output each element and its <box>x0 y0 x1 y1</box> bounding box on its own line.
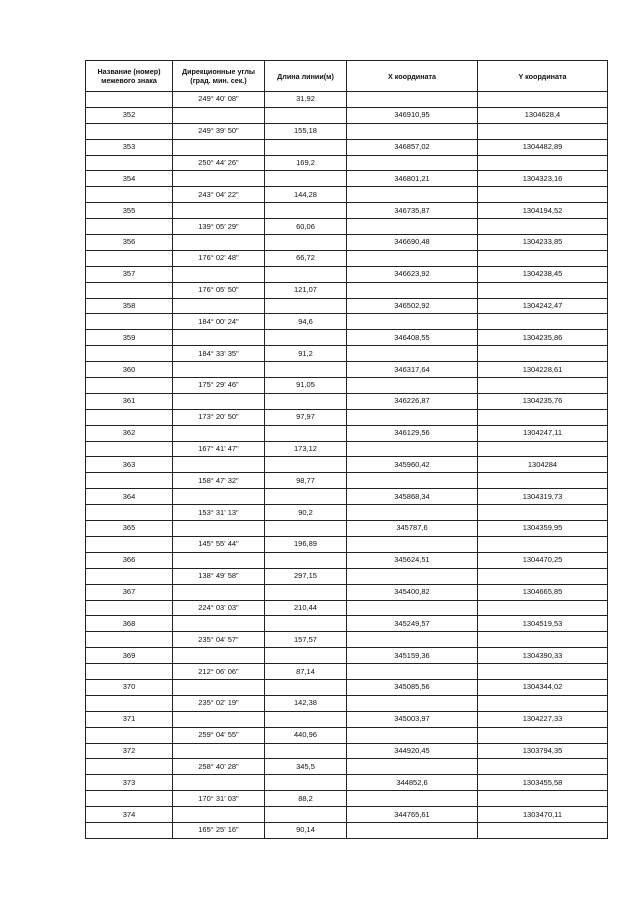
point-name-cell <box>86 600 173 616</box>
table-row-segment <box>86 791 608 807</box>
direction-angle-cell <box>173 679 265 695</box>
direction-angle-cell: 158° 47' 32" <box>173 473 265 489</box>
line-length-cell: 31,92 <box>265 92 347 108</box>
y-coordinate-cell <box>478 568 608 584</box>
direction-angle-cell <box>173 775 265 791</box>
table-row-point <box>86 775 608 791</box>
point-name-cell <box>86 791 173 807</box>
line-length-cell <box>265 235 347 251</box>
table-row-segment <box>86 409 608 425</box>
table-row-point <box>86 807 608 823</box>
line-length-cell <box>265 330 347 346</box>
y-coordinate-cell <box>478 282 608 298</box>
table-row-segment <box>86 600 608 616</box>
direction-angle-cell: 259° 04' 55" <box>173 727 265 743</box>
line-length-cell <box>265 362 347 378</box>
line-length-cell <box>265 679 347 695</box>
point-name-cell <box>86 441 173 457</box>
point-name-cell: 369 <box>86 648 173 664</box>
y-coordinate-cell <box>478 822 608 838</box>
point-name-cell: 368 <box>86 616 173 632</box>
table-row-segment <box>86 727 608 743</box>
direction-angle-cell <box>173 743 265 759</box>
direction-angle-cell: 138° 49' 58" <box>173 568 265 584</box>
table-row-point <box>86 521 608 537</box>
y-coordinate-cell <box>478 664 608 680</box>
point-name-cell: 352 <box>86 107 173 123</box>
x-coordinate-cell: 346408,55 <box>347 330 478 346</box>
y-coordinate-cell: 1304665,85 <box>478 584 608 600</box>
x-coordinate-cell <box>347 822 478 838</box>
y-coordinate-cell: 1304628,4 <box>478 107 608 123</box>
y-coordinate-cell: 1304359,95 <box>478 521 608 537</box>
x-coordinate-cell <box>347 695 478 711</box>
x-coordinate-cell <box>347 536 478 552</box>
x-coordinate-cell <box>347 346 478 362</box>
point-name-cell: 354 <box>86 171 173 187</box>
header-point-name: Название (номер) межевого знака <box>86 61 173 92</box>
line-length-cell: 157,57 <box>265 632 347 648</box>
table-row-point <box>86 457 608 473</box>
point-name-cell: 366 <box>86 552 173 568</box>
x-coordinate-cell: 345960,42 <box>347 457 478 473</box>
table-row-point <box>86 330 608 346</box>
direction-angle-cell <box>173 711 265 727</box>
line-length-cell: 60,06 <box>265 219 347 235</box>
y-coordinate-cell: 1304227,33 <box>478 711 608 727</box>
direction-angle-cell <box>173 330 265 346</box>
line-length-cell <box>265 139 347 155</box>
line-length-cell: 155,18 <box>265 123 347 139</box>
direction-angle-cell <box>173 552 265 568</box>
direction-angle-cell <box>173 584 265 600</box>
direction-angle-cell <box>173 648 265 664</box>
x-coordinate-cell: 346735,87 <box>347 203 478 219</box>
direction-angle-cell <box>173 616 265 632</box>
x-coordinate-cell: 344852,6 <box>347 775 478 791</box>
y-coordinate-cell <box>478 378 608 394</box>
x-coordinate-cell <box>347 92 478 108</box>
line-length-cell: 91,05 <box>265 378 347 394</box>
line-length-cell: 440,96 <box>265 727 347 743</box>
line-length-cell: 142,38 <box>265 695 347 711</box>
point-name-cell: 360 <box>86 362 173 378</box>
x-coordinate-cell <box>347 123 478 139</box>
x-coordinate-cell: 346910,95 <box>347 107 478 123</box>
table-row-segment <box>86 155 608 171</box>
line-length-cell: 169,2 <box>265 155 347 171</box>
x-coordinate-cell: 345624,51 <box>347 552 478 568</box>
y-coordinate-cell <box>478 187 608 203</box>
y-coordinate-cell: 1304242,47 <box>478 298 608 314</box>
y-coordinate-cell <box>478 600 608 616</box>
y-coordinate-cell: 1304344,02 <box>478 679 608 695</box>
direction-angle-cell <box>173 107 265 123</box>
point-name-cell <box>86 568 173 584</box>
line-length-cell <box>265 171 347 187</box>
y-coordinate-cell <box>478 727 608 743</box>
direction-angle-cell: 176° 05' 50" <box>173 282 265 298</box>
table-row-segment <box>86 664 608 680</box>
point-name-cell: 358 <box>86 298 173 314</box>
x-coordinate-cell <box>347 441 478 457</box>
point-name-cell: 363 <box>86 457 173 473</box>
y-coordinate-cell: 1304323,16 <box>478 171 608 187</box>
y-coordinate-cell <box>478 250 608 266</box>
point-name-cell <box>86 664 173 680</box>
point-name-cell <box>86 187 173 203</box>
direction-angle-cell <box>173 393 265 409</box>
x-coordinate-cell <box>347 378 478 394</box>
x-coordinate-cell: 346801,21 <box>347 171 478 187</box>
line-length-cell: 345,5 <box>265 759 347 775</box>
y-coordinate-cell <box>478 123 608 139</box>
y-coordinate-cell <box>478 473 608 489</box>
point-name-cell: 372 <box>86 743 173 759</box>
x-coordinate-cell <box>347 409 478 425</box>
point-name-cell <box>86 822 173 838</box>
table-row-point <box>86 171 608 187</box>
header-y-coordinate: Y координата <box>478 61 608 92</box>
table-row-segment <box>86 822 608 838</box>
point-name-cell: 356 <box>86 235 173 251</box>
direction-angle-cell: 235° 02' 19" <box>173 695 265 711</box>
x-coordinate-cell <box>347 632 478 648</box>
table-row-segment <box>86 314 608 330</box>
x-coordinate-cell: 345249,57 <box>347 616 478 632</box>
direction-angle-cell: 139° 05' 29" <box>173 219 265 235</box>
y-coordinate-cell <box>478 314 608 330</box>
line-length-cell <box>265 711 347 727</box>
y-coordinate-cell <box>478 791 608 807</box>
table-row-point <box>86 266 608 282</box>
y-coordinate-cell <box>478 536 608 552</box>
table-row-point <box>86 139 608 155</box>
table-row-segment <box>86 505 608 521</box>
y-coordinate-cell <box>478 346 608 362</box>
point-name-cell: 365 <box>86 521 173 537</box>
line-length-cell: 121,07 <box>265 282 347 298</box>
line-length-cell <box>265 489 347 505</box>
line-length-cell <box>265 775 347 791</box>
x-coordinate-cell: 345085,56 <box>347 679 478 695</box>
point-name-cell: 359 <box>86 330 173 346</box>
line-length-cell: 196,89 <box>265 536 347 552</box>
y-coordinate-cell: 1304519,53 <box>478 616 608 632</box>
y-coordinate-cell: 1303794,35 <box>478 743 608 759</box>
x-coordinate-cell: 345003,97 <box>347 711 478 727</box>
direction-angle-cell <box>173 203 265 219</box>
direction-angle-cell <box>173 807 265 823</box>
table-row-point <box>86 235 608 251</box>
point-name-cell: 370 <box>86 679 173 695</box>
table-row-segment <box>86 759 608 775</box>
direction-angle-cell: 176° 02' 48" <box>173 250 265 266</box>
line-length-cell <box>265 552 347 568</box>
point-name-cell <box>86 250 173 266</box>
direction-angle-cell: 224° 03' 03" <box>173 600 265 616</box>
x-coordinate-cell: 344920,45 <box>347 743 478 759</box>
x-coordinate-cell: 346690,48 <box>347 235 478 251</box>
point-name-cell <box>86 378 173 394</box>
x-coordinate-cell: 345159,36 <box>347 648 478 664</box>
line-length-cell <box>265 743 347 759</box>
line-length-cell: 97,97 <box>265 409 347 425</box>
direction-angle-cell: 167° 41' 47" <box>173 441 265 457</box>
table-row-point <box>86 298 608 314</box>
table-body <box>86 92 608 839</box>
x-coordinate-cell <box>347 727 478 743</box>
point-name-cell: 367 <box>86 584 173 600</box>
x-coordinate-cell: 346623,92 <box>347 266 478 282</box>
x-coordinate-cell: 345400,82 <box>347 584 478 600</box>
line-length-cell: 90,14 <box>265 822 347 838</box>
direction-angle-cell <box>173 171 265 187</box>
direction-angle-cell: 212° 06' 06" <box>173 664 265 680</box>
line-length-cell: 297,15 <box>265 568 347 584</box>
point-name-cell <box>86 695 173 711</box>
x-coordinate-cell <box>347 568 478 584</box>
point-name-cell <box>86 473 173 489</box>
line-length-cell <box>265 521 347 537</box>
point-name-cell: 355 <box>86 203 173 219</box>
point-name-cell <box>86 219 173 235</box>
line-length-cell: 88,2 <box>265 791 347 807</box>
table-row-segment <box>86 632 608 648</box>
direction-angle-cell: 250° 44' 26" <box>173 155 265 171</box>
y-coordinate-cell: 1304235,86 <box>478 330 608 346</box>
point-name-cell: 371 <box>86 711 173 727</box>
table-row-point <box>86 393 608 409</box>
y-coordinate-cell <box>478 505 608 521</box>
point-name-cell: 357 <box>86 266 173 282</box>
table-row-point <box>86 203 608 219</box>
x-coordinate-cell <box>347 250 478 266</box>
direction-angle-cell <box>173 139 265 155</box>
x-coordinate-cell: 346502,92 <box>347 298 478 314</box>
point-name-cell <box>86 632 173 648</box>
direction-angle-cell: 173° 20' 50" <box>173 409 265 425</box>
y-coordinate-cell <box>478 409 608 425</box>
point-name-cell <box>86 155 173 171</box>
line-length-cell <box>265 584 347 600</box>
line-length-cell: 173,12 <box>265 441 347 457</box>
point-name-cell: 353 <box>86 139 173 155</box>
direction-angle-cell: 258° 40' 28" <box>173 759 265 775</box>
y-coordinate-cell: 1304228,61 <box>478 362 608 378</box>
table-row-point <box>86 552 608 568</box>
y-coordinate-cell: 1304238,45 <box>478 266 608 282</box>
direction-angle-cell: 170° 31' 03" <box>173 791 265 807</box>
point-name-cell <box>86 505 173 521</box>
y-coordinate-cell <box>478 759 608 775</box>
table-row-segment <box>86 250 608 266</box>
table-row-segment <box>86 92 608 108</box>
line-length-cell: 91,2 <box>265 346 347 362</box>
direction-angle-cell <box>173 521 265 537</box>
y-coordinate-cell <box>478 92 608 108</box>
line-length-cell <box>265 648 347 664</box>
x-coordinate-cell: 346317,64 <box>347 362 478 378</box>
line-length-cell <box>265 107 347 123</box>
y-coordinate-cell <box>478 155 608 171</box>
table-row-point <box>86 648 608 664</box>
direction-angle-cell: 145° 55' 44" <box>173 536 265 552</box>
y-coordinate-cell: 1304233,85 <box>478 235 608 251</box>
line-length-cell <box>265 393 347 409</box>
table-row-point <box>86 107 608 123</box>
point-name-cell <box>86 346 173 362</box>
line-length-cell <box>265 457 347 473</box>
y-coordinate-cell: 1304235,76 <box>478 393 608 409</box>
y-coordinate-cell: 1303455,58 <box>478 775 608 791</box>
table-row-segment <box>86 123 608 139</box>
y-coordinate-cell <box>478 219 608 235</box>
x-coordinate-cell <box>347 791 478 807</box>
x-coordinate-cell: 346129,56 <box>347 425 478 441</box>
direction-angle-cell: 249° 39' 50" <box>173 123 265 139</box>
x-coordinate-cell <box>347 505 478 521</box>
x-coordinate-cell <box>347 187 478 203</box>
table-row-point <box>86 679 608 695</box>
point-name-cell <box>86 123 173 139</box>
x-coordinate-cell <box>347 314 478 330</box>
point-name-cell <box>86 759 173 775</box>
y-coordinate-cell: 1304247,11 <box>478 425 608 441</box>
y-coordinate-cell: 1304319,73 <box>478 489 608 505</box>
table-row-point <box>86 584 608 600</box>
line-length-cell <box>265 425 347 441</box>
line-length-cell: 98,77 <box>265 473 347 489</box>
direction-angle-cell: 165° 25' 16" <box>173 822 265 838</box>
y-coordinate-cell: 1303470,11 <box>478 807 608 823</box>
boundary-points-table <box>85 60 608 839</box>
table-row-segment <box>86 536 608 552</box>
point-name-cell <box>86 282 173 298</box>
table-row-segment <box>86 282 608 298</box>
line-length-cell <box>265 203 347 219</box>
x-coordinate-cell: 345868,34 <box>347 489 478 505</box>
x-coordinate-cell <box>347 759 478 775</box>
direction-angle-cell <box>173 266 265 282</box>
line-length-cell: 66,72 <box>265 250 347 266</box>
table-row-point <box>86 743 608 759</box>
table-row-point <box>86 425 608 441</box>
y-coordinate-cell: 1304470,25 <box>478 552 608 568</box>
x-coordinate-cell <box>347 664 478 680</box>
x-coordinate-cell <box>347 473 478 489</box>
point-name-cell: 373 <box>86 775 173 791</box>
direction-angle-cell <box>173 457 265 473</box>
direction-angle-cell: 184° 00' 24" <box>173 314 265 330</box>
line-length-cell: 210,44 <box>265 600 347 616</box>
x-coordinate-cell <box>347 155 478 171</box>
y-coordinate-cell <box>478 632 608 648</box>
direction-angle-cell <box>173 362 265 378</box>
table-row-segment <box>86 219 608 235</box>
line-length-cell <box>265 298 347 314</box>
direction-angle-cell <box>173 298 265 314</box>
point-name-cell <box>86 727 173 743</box>
x-coordinate-cell: 346226,87 <box>347 393 478 409</box>
y-coordinate-cell <box>478 695 608 711</box>
line-length-cell: 90,2 <box>265 505 347 521</box>
line-length-cell: 94,6 <box>265 314 347 330</box>
point-name-cell <box>86 314 173 330</box>
direction-angle-cell: 184° 33' 35" <box>173 346 265 362</box>
line-length-cell: 144,28 <box>265 187 347 203</box>
point-name-cell: 361 <box>86 393 173 409</box>
table-row-segment <box>86 695 608 711</box>
table-row-segment <box>86 187 608 203</box>
table-row-segment <box>86 568 608 584</box>
y-coordinate-cell: 1304482,89 <box>478 139 608 155</box>
point-name-cell <box>86 92 173 108</box>
direction-angle-cell: 175° 29' 46" <box>173 378 265 394</box>
header-line-length: Длина линии(м) <box>265 61 347 92</box>
line-length-cell: 87,14 <box>265 664 347 680</box>
y-coordinate-cell: 1304284 <box>478 457 608 473</box>
point-name-cell: 374 <box>86 807 173 823</box>
x-coordinate-cell <box>347 282 478 298</box>
line-length-cell <box>265 807 347 823</box>
table-row-point <box>86 616 608 632</box>
direction-angle-cell: 153° 31' 13" <box>173 505 265 521</box>
x-coordinate-cell <box>347 219 478 235</box>
x-coordinate-cell: 344765,61 <box>347 807 478 823</box>
table-row-segment <box>86 441 608 457</box>
y-coordinate-cell <box>478 441 608 457</box>
line-length-cell <box>265 616 347 632</box>
table-row-segment <box>86 473 608 489</box>
direction-angle-cell <box>173 489 265 505</box>
x-coordinate-cell: 346857,02 <box>347 139 478 155</box>
table-row-point <box>86 362 608 378</box>
direction-angle-cell: 243° 04' 22" <box>173 187 265 203</box>
table-header-row <box>86 61 608 92</box>
direction-angle-cell: 235° 04' 57" <box>173 632 265 648</box>
point-name-cell <box>86 536 173 552</box>
table-row-point <box>86 489 608 505</box>
table-row-segment <box>86 346 608 362</box>
point-name-cell: 362 <box>86 425 173 441</box>
line-length-cell <box>265 266 347 282</box>
table-row-segment <box>86 378 608 394</box>
direction-angle-cell <box>173 235 265 251</box>
y-coordinate-cell: 1304390,33 <box>478 648 608 664</box>
direction-angle-cell <box>173 425 265 441</box>
point-name-cell: 364 <box>86 489 173 505</box>
y-coordinate-cell: 1304194,52 <box>478 203 608 219</box>
table-row-point <box>86 711 608 727</box>
header-direction-angle: Дирекционные углы (град. мин. сек.) <box>173 61 265 92</box>
point-name-cell <box>86 409 173 425</box>
x-coordinate-cell <box>347 600 478 616</box>
x-coordinate-cell: 345787,6 <box>347 521 478 537</box>
header-x-coordinate: X координата <box>347 61 478 92</box>
direction-angle-cell: 249° 40' 08" <box>173 92 265 108</box>
